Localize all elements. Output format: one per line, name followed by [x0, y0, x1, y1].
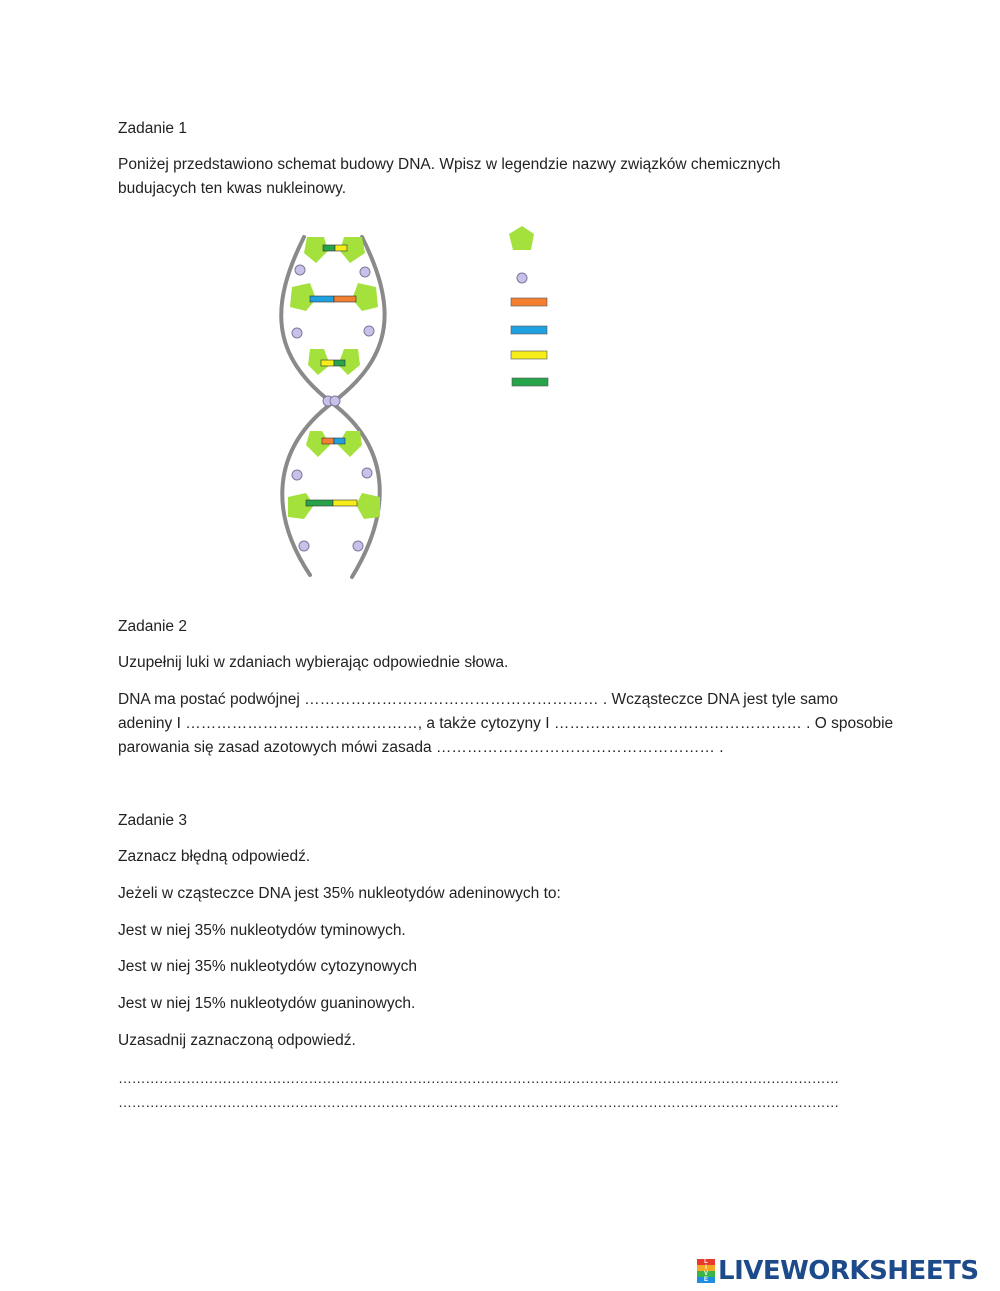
base-pairs: [306, 245, 357, 506]
diagram-legend: [500, 222, 560, 397]
phosphate-circle: [292, 328, 302, 338]
badge-letter-v: V: [697, 1271, 715, 1277]
base-yellow: [333, 500, 357, 506]
phosphate-circle: [295, 265, 305, 275]
task2-fill-paragraph: [118, 688, 893, 760]
task1-instruction-line2: budujacych ten kwas nukleinowy.: [118, 180, 347, 197]
badge-letter-i: I: [697, 1265, 715, 1271]
legend-bar-yellow-icon: [511, 351, 547, 359]
legend-pentagon-icon: [509, 226, 534, 250]
task1-title: Zadanie 1: [118, 120, 187, 137]
task2-line2[interactable]: adeniny I ………………………………………, a także cytozyny I ………………………………………… . O sposobie: [118, 715, 894, 732]
legend-circle-icon: [517, 273, 527, 283]
phosphate-circle: [360, 267, 370, 277]
task3-answer-line2[interactable]: ……………………………………………………………………………………………………………………………………………: [118, 1094, 839, 1110]
live-badge: [697, 1259, 715, 1283]
task2-line1[interactable]: DNA ma postać podwójnej ………………………………………………… . Wcząsteczce DNA jest tyle samo: [118, 691, 839, 708]
phosphate-circle: [299, 541, 309, 551]
task2-instruction: Uzupełnij luki w zdaniach wybierając odpowiednie słowa.: [118, 654, 509, 671]
task3-option-1[interactable]: Jest w niej 35% nukleotydów tyminowych.: [118, 922, 406, 939]
task3-justify-label: Uzasadnij zaznaczoną odpowiedź.: [118, 1032, 356, 1049]
task3-answer-lines: [118, 1066, 839, 1114]
legend-bar-green-icon: [512, 378, 548, 386]
liveworksheets-logo: [697, 1256, 979, 1286]
phosphate-circle: [292, 470, 302, 480]
base-orange: [322, 438, 334, 444]
phosphate-circle: [353, 541, 363, 551]
phosphate-circle: [362, 468, 372, 478]
task1-instruction-line1: Poniżej przedstawiono schemat budowy DNA. Wpisz w legendzie nazwy związków chemicznych: [118, 156, 781, 173]
base-yellow: [321, 360, 334, 366]
task3-answer-line1[interactable]: ……………………………………………………………………………………………………………………………………………: [118, 1070, 839, 1086]
base-yellow: [335, 245, 347, 251]
task3-option-2[interactable]: Jest w niej 35% nukleotydów cytozynowych: [118, 958, 417, 975]
deoxyribose-pentagon: [356, 493, 380, 519]
task3-option-3[interactable]: Jest w niej 15% nukleotydów guaninowych.: [118, 995, 416, 1012]
badge-letter-l: L: [697, 1259, 715, 1265]
badge-letter-e: E: [697, 1277, 715, 1283]
phosphate-circle: [364, 326, 374, 336]
base-green: [334, 360, 345, 366]
task3-question: Jeżeli w cząsteczce DNA jest 35% nukleotydów adeninowych to:: [118, 885, 561, 902]
logo-brand-text: LIVEWORKSHEETS: [718, 1256, 979, 1286]
base-blue: [310, 296, 334, 302]
base-blue: [334, 438, 345, 444]
base-green: [323, 245, 335, 251]
dna-helix-diagram: [270, 225, 400, 585]
task2-line3[interactable]: parowania się zasad azotowych mówi zasada ……………………………………………… .: [118, 739, 724, 756]
base-green: [306, 500, 333, 506]
legend-bar-blue-icon: [511, 326, 547, 334]
task3-title: Zadanie 3: [118, 812, 187, 829]
task3-instruction: Zaznacz błędną odpowiedź.: [118, 848, 311, 865]
base-orange: [334, 296, 356, 302]
legend-bar-orange-icon: [511, 298, 547, 306]
phosphate-circle: [330, 396, 340, 406]
task1-instruction: [118, 153, 780, 201]
task2-title: Zadanie 2: [118, 618, 187, 635]
